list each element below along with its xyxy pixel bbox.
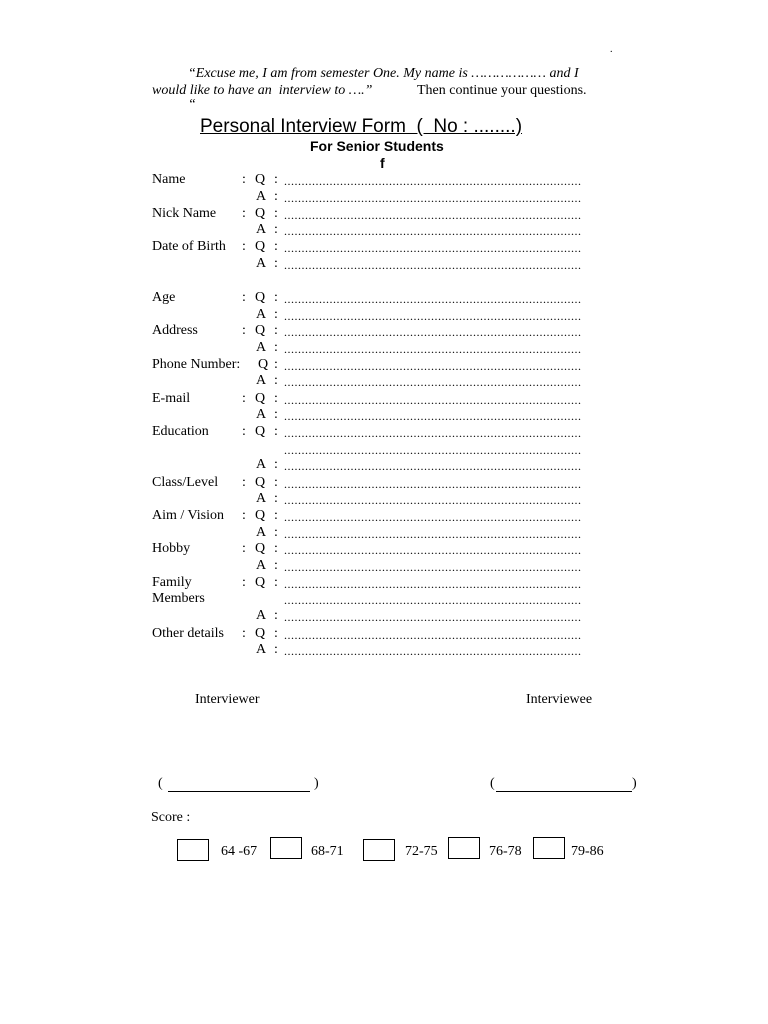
education-a-marker: A bbox=[256, 457, 267, 472]
email-q-marker: Q bbox=[255, 391, 266, 406]
score-checkbox-1[interactable] bbox=[177, 839, 209, 861]
aim-vision-a-separator: : bbox=[274, 525, 278, 540]
family-q-answer-line[interactable]: ..................................................................................... bbox=[284, 577, 582, 591]
address-q-separator: : bbox=[274, 323, 278, 338]
age-q-colon: : bbox=[242, 290, 246, 305]
name-a-marker: A bbox=[256, 189, 267, 204]
education-q-separator: : bbox=[274, 424, 278, 439]
dob-q-answer-line[interactable]: ..................................................................................... bbox=[284, 241, 582, 255]
score-range-2: 68-71 bbox=[311, 844, 344, 859]
hobby-q-colon: : bbox=[242, 541, 246, 556]
hobby-a-separator: : bbox=[274, 558, 278, 573]
email-a-separator: : bbox=[274, 407, 278, 422]
address-q-marker: Q bbox=[255, 323, 266, 338]
intro-line-2-tail: Then continue your questions. bbox=[417, 83, 587, 98]
dob-q-separator: : bbox=[274, 239, 278, 254]
address-q-colon: : bbox=[242, 323, 246, 338]
score-checkbox-4[interactable] bbox=[448, 837, 480, 859]
name-q-label: Name bbox=[152, 172, 186, 187]
interviewee-paren-close: ) bbox=[632, 776, 637, 791]
email-q-separator: : bbox=[274, 391, 278, 406]
name-q-answer-line[interactable]: ..................................................................................... bbox=[284, 174, 582, 188]
nick-name-q-answer-line[interactable]: ..................................................................................... bbox=[284, 208, 582, 222]
hobby-q-label: Hobby bbox=[152, 541, 191, 556]
age-q-separator: : bbox=[274, 290, 278, 305]
dob-q-marker: Q bbox=[255, 239, 266, 254]
age-q-label: Age bbox=[152, 290, 176, 305]
other-details-a-marker: A bbox=[256, 642, 267, 657]
nick-name-q-marker: Q bbox=[255, 206, 266, 221]
aim-vision-q-separator: : bbox=[274, 508, 278, 523]
nick-name-a-separator: : bbox=[274, 222, 278, 237]
form-title: Personal Interview Form ( No : ........) bbox=[200, 116, 523, 137]
dob-a-answer-line[interactable]: ..................................................................................... bbox=[284, 258, 582, 272]
email-a-marker: A bbox=[256, 407, 267, 422]
score-checkbox-2[interactable] bbox=[270, 837, 302, 859]
education-q-continued-answer-line[interactable]: ..................................................................................... bbox=[284, 443, 582, 457]
form-subtitle: For Senior Students bbox=[310, 138, 444, 154]
name-q-marker: Q bbox=[255, 172, 266, 187]
family-q-colon: : bbox=[242, 575, 246, 590]
education-a-answer-line[interactable]: ..................................................................................... bbox=[284, 459, 582, 473]
email-q-label: E-mail bbox=[152, 391, 191, 406]
stray-mark: f bbox=[380, 155, 385, 171]
family-a-separator: : bbox=[274, 608, 278, 623]
nick-name-a-answer-line[interactable]: ..................................................................................... bbox=[284, 224, 582, 238]
nick-name-q-label: Nick Name bbox=[152, 206, 217, 221]
other-details-q-separator: : bbox=[274, 626, 278, 641]
intro-line-1: “Excuse me, I am from semester One. My name is ……………… and I bbox=[188, 66, 579, 81]
address-a-marker: A bbox=[256, 340, 267, 355]
hobby-q-answer-line[interactable]: ..................................................................................... bbox=[284, 543, 582, 557]
dob-q-colon: : bbox=[242, 239, 246, 254]
family-q-label: Family bbox=[152, 575, 192, 590]
phone-a-separator: : bbox=[274, 373, 278, 388]
age-a-marker: A bbox=[256, 307, 267, 322]
score-range-5: 79-86 bbox=[571, 844, 604, 859]
nick-name-q-colon: : bbox=[242, 206, 246, 221]
hobby-q-marker: Q bbox=[255, 541, 266, 556]
score-checkbox-3[interactable] bbox=[363, 839, 395, 861]
class-level-a-answer-line[interactable]: ..................................................................................... bbox=[284, 493, 582, 507]
class-level-q-marker: Q bbox=[255, 475, 266, 490]
phone-q-label: Phone Number: bbox=[152, 357, 241, 372]
education-q-marker: Q bbox=[255, 424, 266, 439]
intro-line-3: “ bbox=[188, 97, 196, 112]
score-range-3: 72-75 bbox=[405, 844, 438, 859]
other-details-q-label: Other details bbox=[152, 626, 224, 641]
address-a-answer-line[interactable]: ..................................................................................... bbox=[284, 342, 582, 356]
interviewer-paren-open: ( bbox=[158, 776, 163, 791]
phone-a-marker: A bbox=[256, 373, 267, 388]
education-q-colon: : bbox=[242, 424, 246, 439]
class-level-q-answer-line[interactable]: ..................................................................................... bbox=[284, 477, 582, 491]
address-q-label: Address bbox=[152, 323, 198, 338]
other-details-q-marker: Q bbox=[255, 626, 266, 641]
name-q-separator: : bbox=[274, 172, 278, 187]
class-level-a-marker: A bbox=[256, 491, 267, 506]
aim-vision-a-answer-line[interactable]: ..................................................................................... bbox=[284, 527, 582, 541]
family-q-continued-label: Members bbox=[152, 591, 205, 606]
interviewee-label: Interviewee bbox=[526, 692, 593, 707]
intro-line-2: would like to have an interview to ….” bbox=[152, 83, 373, 98]
class-level-a-separator: : bbox=[274, 491, 278, 506]
interviewee-signature-line[interactable] bbox=[496, 791, 632, 792]
interviewer-paren-close: ) bbox=[314, 776, 319, 791]
phone-a-answer-line[interactable]: ..................................................................................... bbox=[284, 375, 582, 389]
hobby-q-separator: : bbox=[274, 541, 278, 556]
address-a-separator: : bbox=[274, 340, 278, 355]
hobby-a-marker: A bbox=[256, 558, 267, 573]
aim-vision-a-marker: A bbox=[256, 525, 267, 540]
interviewee-paren-open: ( bbox=[490, 776, 495, 791]
email-a-answer-line[interactable]: ..................................................................................... bbox=[284, 409, 582, 423]
other-details-a-answer-line[interactable]: ..................................................................................... bbox=[284, 644, 582, 658]
nick-name-a-marker: A bbox=[256, 222, 267, 237]
class-level-q-separator: : bbox=[274, 475, 278, 490]
interviewer-signature-line[interactable] bbox=[168, 791, 310, 792]
education-a-separator: : bbox=[274, 457, 278, 472]
dob-q-label: Date of Birth bbox=[152, 239, 226, 254]
aim-vision-q-label: Aim / Vision bbox=[152, 508, 225, 523]
age-q-marker: Q bbox=[255, 290, 266, 305]
family-a-marker: A bbox=[256, 608, 267, 623]
family-a-answer-line[interactable]: ..................................................................................... bbox=[284, 610, 582, 624]
aim-vision-q-colon: : bbox=[242, 508, 246, 523]
nick-name-q-separator: : bbox=[274, 206, 278, 221]
interviewer-label: Interviewer bbox=[195, 692, 260, 707]
education-q-label: Education bbox=[152, 424, 209, 439]
aim-vision-q-marker: Q bbox=[255, 508, 266, 523]
family-q-separator: : bbox=[274, 575, 278, 590]
other-details-q-colon: : bbox=[242, 626, 246, 641]
other-details-q-answer-line[interactable]: ..................................................................................... bbox=[284, 628, 582, 642]
phone-q-separator: : bbox=[274, 357, 278, 372]
class-level-q-colon: : bbox=[242, 475, 246, 490]
family-q-continued-answer-line[interactable]: ..................................................................................... bbox=[284, 593, 582, 607]
family-q-marker: Q bbox=[255, 575, 266, 590]
email-q-colon: : bbox=[242, 391, 246, 406]
education-q-answer-line[interactable]: ..................................................................................... bbox=[284, 426, 582, 440]
name-a-answer-line[interactable]: ..................................................................................... bbox=[284, 191, 582, 205]
corner-mark: . bbox=[610, 44, 613, 55]
address-q-answer-line[interactable]: ..................................................................................... bbox=[284, 325, 582, 339]
score-label: Score : bbox=[151, 810, 191, 825]
name-a-separator: : bbox=[274, 189, 278, 204]
hobby-a-answer-line[interactable]: ..................................................................................... bbox=[284, 560, 582, 574]
aim-vision-q-answer-line[interactable]: ..................................................................................... bbox=[284, 510, 582, 524]
phone-q-answer-line[interactable]: ..................................................................................... bbox=[284, 359, 582, 373]
score-checkbox-5[interactable] bbox=[533, 837, 565, 859]
age-q-answer-line[interactable]: ..................................................................................... bbox=[284, 292, 582, 306]
email-q-answer-line[interactable]: ..................................................................................... bbox=[284, 393, 582, 407]
age-a-answer-line[interactable]: ..................................................................................... bbox=[284, 309, 582, 323]
class-level-q-label: Class/Level bbox=[152, 475, 219, 490]
name-q-colon: : bbox=[242, 172, 246, 187]
score-range-4: 76-78 bbox=[489, 844, 522, 859]
age-a-separator: : bbox=[274, 307, 278, 322]
dob-a-separator: : bbox=[274, 256, 278, 271]
score-range-1: 64 -67 bbox=[221, 844, 258, 859]
phone-q-marker: Q bbox=[258, 357, 269, 372]
dob-a-marker: A bbox=[256, 256, 267, 271]
other-details-a-separator: : bbox=[274, 642, 278, 657]
